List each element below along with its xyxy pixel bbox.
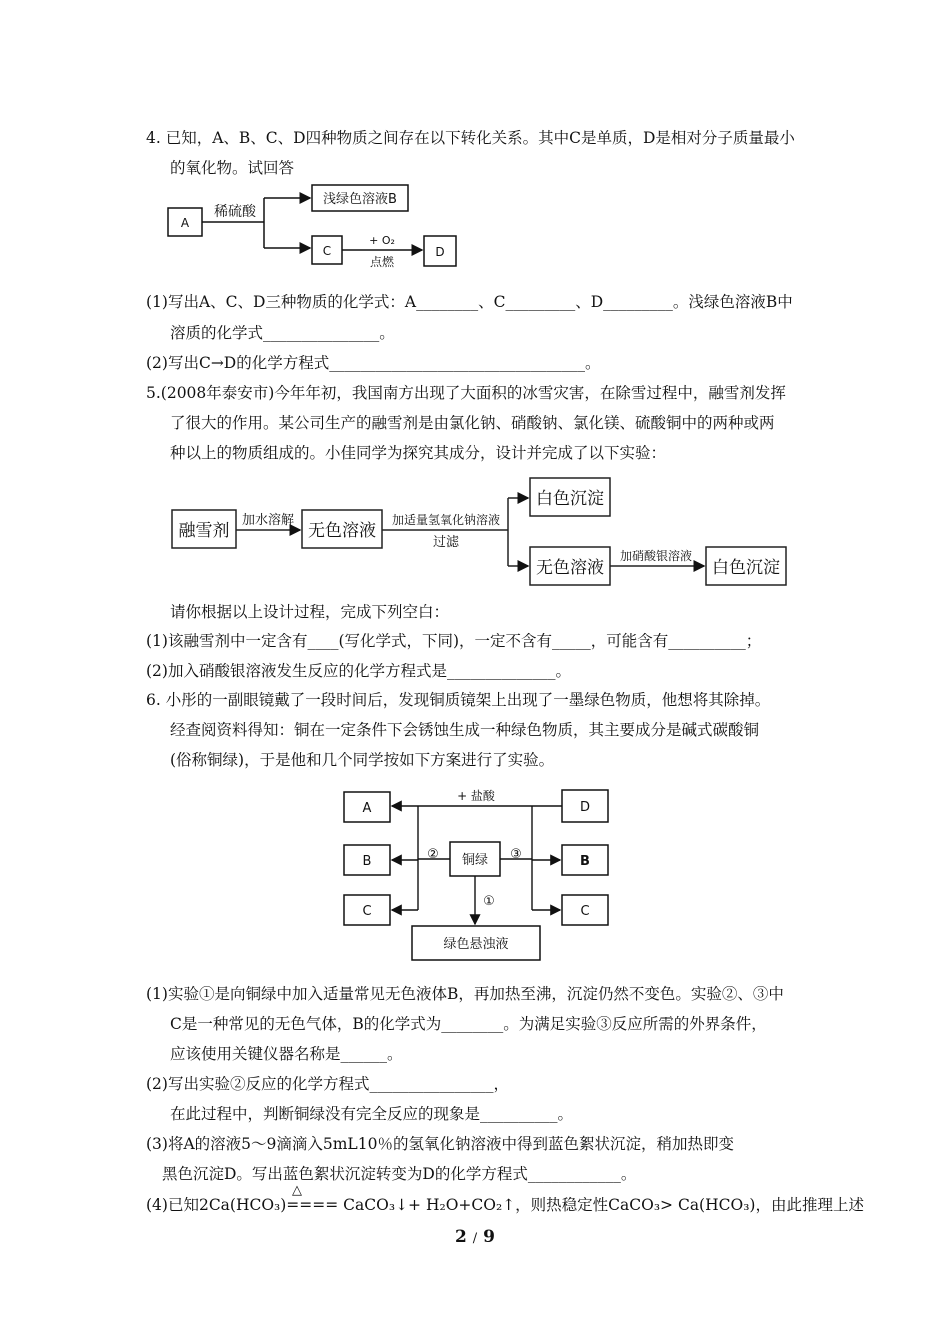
- q6-box-d-label: D: [579, 800, 591, 815]
- q5-line-3: 种以上的物质组成的。小佳同学为探究其成分，设计并完成了以下实验：: [170, 444, 667, 462]
- q4-diagram: [160, 180, 470, 270]
- q4-condition-label: 点燃: [369, 255, 395, 269]
- q5-box-4-label: 无色溶液: [536, 558, 604, 578]
- q6-box-c-left-label: C: [362, 904, 372, 919]
- q6-bottom-label: 绿色悬浊液: [443, 937, 509, 952]
- page-separator: /: [472, 1231, 478, 1246]
- q6-hcl-label: + 盐酸: [457, 789, 495, 803]
- q6-part1-line2: C是一种常见的无色气体，B的化学式为________。为满足实验③反应所需的外界条件，: [170, 1015, 767, 1033]
- q6-box-b-right-label: B: [580, 854, 590, 869]
- q5-step-2b-label: 过滤: [432, 535, 460, 550]
- q6-box-a-label: A: [362, 801, 372, 816]
- q4-o2-label: + O₂: [369, 234, 395, 247]
- q5-step-3-label: 加硝酸银溶液: [619, 549, 693, 563]
- q6-line-3: (俗称铜绿)，于是他和几个同学按如下方案进行了实验。: [170, 751, 555, 769]
- q6-box-c-right-label: C: [580, 904, 590, 919]
- q6-diagram: [340, 780, 612, 966]
- q5-box-1-label: 融雪剂: [178, 521, 230, 541]
- q4-box-d-label: D: [435, 245, 445, 259]
- q4-box-b-label: 浅绿色溶液B: [323, 192, 397, 207]
- q6-delta-mark: △: [292, 1183, 302, 1198]
- q6-part3-line1: (3)将A的溶液5～9滴滴入5mL10％的氢氧化钠溶液中得到蓝色絮状沉淀，稍加热即变: [146, 1135, 734, 1153]
- q4-part1-line2: 溶质的化学式_______________。: [170, 324, 395, 342]
- q5-line-2: 了很大的作用。某公司生产的融雪剂是由氯化钠、硝酸钠、氯化镁、硫酸铜中的两种或两: [170, 414, 775, 432]
- q6-line-2: 经查阅资料得知：铜在一定条件下会锈蚀生成一种绿色物质，其主要成分是碱式碳酸铜: [170, 721, 760, 739]
- q6-part4: (4)已知2Ca(HCO₃)==== CaCO₃↓+ H₂O+CO₂↑，则热稳定性CaCO₃> Ca(HCO₃)，由此推理上述: [146, 1196, 864, 1214]
- q6-part1-line1: (1)实验①是向铜绿中加入适量常见无色液体B，再加热至沸，沉淀仍然不变色。实验②、③中: [146, 985, 784, 1003]
- q4-part1-line1: (1)写出A、C、D三种物质的化学式：A________、C_________、D_________。浅绿色溶液B中: [146, 293, 793, 311]
- q6-part2-line2: 在此过程中，判断铜绿没有完全反应的现象是__________。: [170, 1105, 574, 1123]
- q4-reagent-label: 稀硫酸: [214, 204, 256, 220]
- page-total: 9: [483, 1227, 495, 1247]
- q6-num-1: ①: [483, 894, 495, 909]
- q6-part2-line1: (2)写出实验②反应的化学方程式________________，: [146, 1075, 509, 1093]
- q5-part1: (1)该融雪剂中一定含有____(写化学式，下同)，一定不含有_____，可能含有__________；: [146, 632, 762, 650]
- q4-box-a-label: A: [180, 216, 190, 230]
- page-current: 2: [455, 1227, 467, 1247]
- q5-box-3-label: 白色沉淀: [536, 489, 604, 509]
- q5-box-2-label: 无色溶液: [308, 521, 376, 541]
- q6-center-label: 铜绿: [461, 853, 489, 868]
- q5-step-2-label: 加适量氢氧化钠溶液: [391, 513, 501, 527]
- q4-line-1: 4. 已知，A、B、C、D四种物质之间存在以下转化关系。其中C是单质，D是相对分子质量最小: [146, 129, 795, 147]
- q6-num-2: ②: [427, 847, 439, 862]
- q6-num-3: ③: [510, 847, 522, 862]
- q4-line-2: 的氧化物。试回答: [170, 159, 295, 177]
- q5-box-5-label: 白色沉淀: [712, 558, 780, 578]
- q5-diagram: [168, 470, 788, 590]
- q6-line-1: 6. 小彤的一副眼镜戴了一段时间后，发现铜质镜架上出现了一墨绿色物质，他想将其除掉。: [146, 691, 771, 709]
- q5-prompt: 请你根据以上设计过程，完成下列空白：: [170, 603, 450, 621]
- q6-part3-line2: 黑色沉淀D。写出蓝色絮状沉淀转变为D的化学方程式____________。: [162, 1165, 637, 1183]
- q5-line-1: 5.(2008年泰安市)今年年初，我国南方出现了大面积的冰雪灾害，在除雪过程中，融雪剂发挥: [146, 384, 786, 402]
- q5-part2: (2)加入硝酸银溶液发生反应的化学方程式是______________。: [146, 662, 571, 680]
- q6-box-b-left-label: B: [362, 854, 372, 869]
- q4-part2: (2)写出C→D的化学方程式_________________________________。: [146, 354, 601, 372]
- q5-step-1-label: 加水溶解: [241, 513, 295, 528]
- page-number: [0, 1227, 950, 1247]
- q6-part1-line3: 应该使用关键仪器名称是______。: [170, 1045, 403, 1063]
- q4-box-c-label: C: [322, 244, 332, 258]
